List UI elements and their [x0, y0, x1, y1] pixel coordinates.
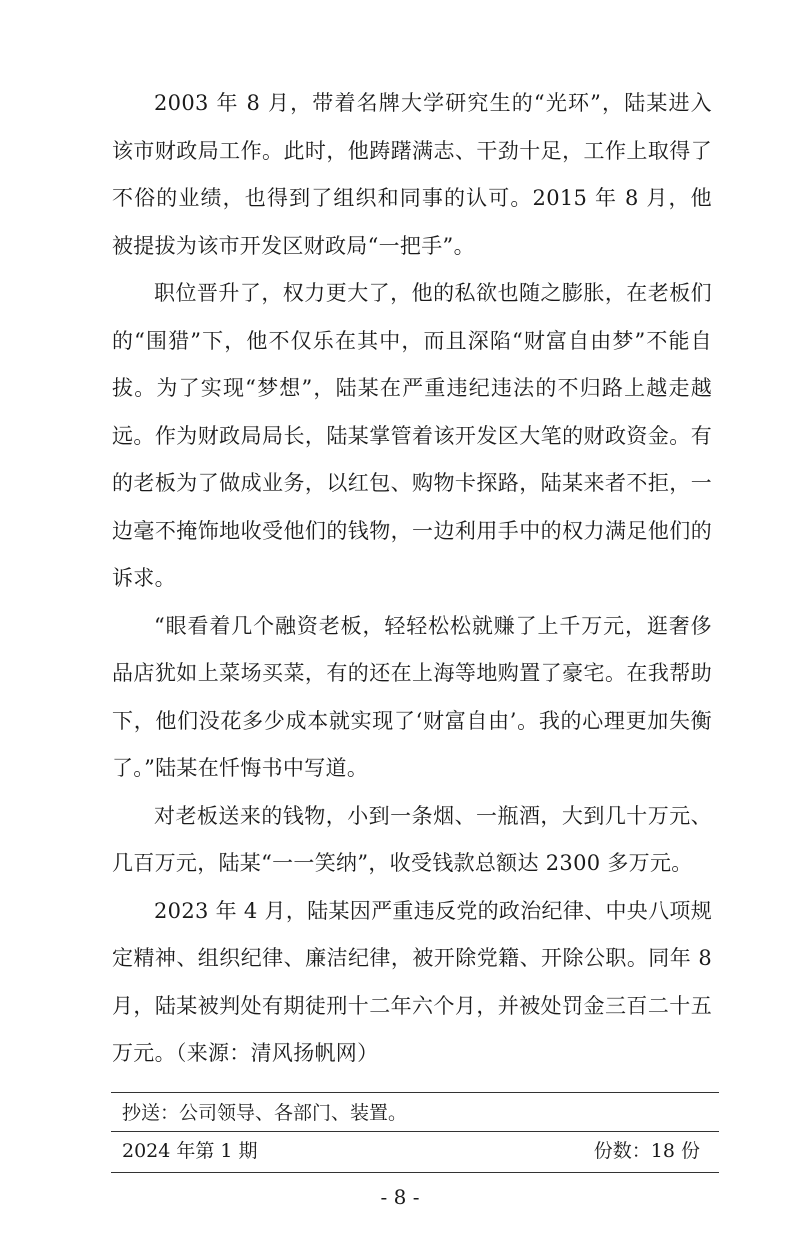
- issue-number: 2024 年第 1 期: [122, 1140, 258, 1162]
- paragraph: 职位晋升了，权力更大了，他的私欲也随之膨胀，在老板们的“围猎”下，他不仅乐在其中，而且深陷“财富自由梦”不能自拔。为了实现“梦想”，陆某在严重违纪违法的不归路上越走越远。作为财政局局长，陆某掌管着该开发区大笔的财政资金。有的老板为了做成业务，以红包、购物卡探路，陆某来者不拒，一边毫不掩饰地收受他们的钱物，一边利用手中的权力满足他们的诉求。: [112, 281, 712, 590]
- copy-count: 份数：18 份: [593, 1140, 700, 1162]
- cc-line: 抄送：公司领导、各部门、装置。: [122, 1102, 408, 1124]
- footer-middle-rule: [111, 1131, 719, 1132]
- paragraph: 2003 年 8 月，带着名牌大学研究生的“光环”，陆某进入该市财政局工作。此时，他踌躇满志、干劲十足，工作上取得了不俗的业绩，也得到了组织和同事的认可。2015 年 8 月，他被提拔为该市开发区财政局“一把手”。: [112, 91, 712, 258]
- paragraph: “眼看着几个融资老板，轻轻松松就赚了上千万元，逛奢侈品店犹如上菜场买菜，有的还在上海等地购置了豪宅。在我帮助下，他们没花多少成本就实现了‘财富自由’。我的心理更加失衡了。”陆某在忏悔书中写道。: [112, 613, 712, 780]
- article-body: [112, 80, 712, 1078]
- paragraph: 2023 年 4 月，陆某因严重违反党的政治纪律、中央八项规定精神、组织纪律、廉洁纪律，被开除党籍、开除公职。同年 8 月，陆某被判处有期徒刑十二年六个月，并被处罚金三百二十五万元。（来源：清风扬帆网）: [112, 898, 712, 1065]
- page-number: - 8 -: [380, 1185, 420, 1209]
- footer-bottom-rule: [111, 1172, 719, 1173]
- footer-top-rule: [111, 1092, 719, 1093]
- paragraph: 对老板送来的钱物，小到一条烟、一瓶酒，大到几十万元、几百万元，陆某“一一笑纳”，收受钱款总额达 2300 多万元。: [112, 803, 712, 875]
